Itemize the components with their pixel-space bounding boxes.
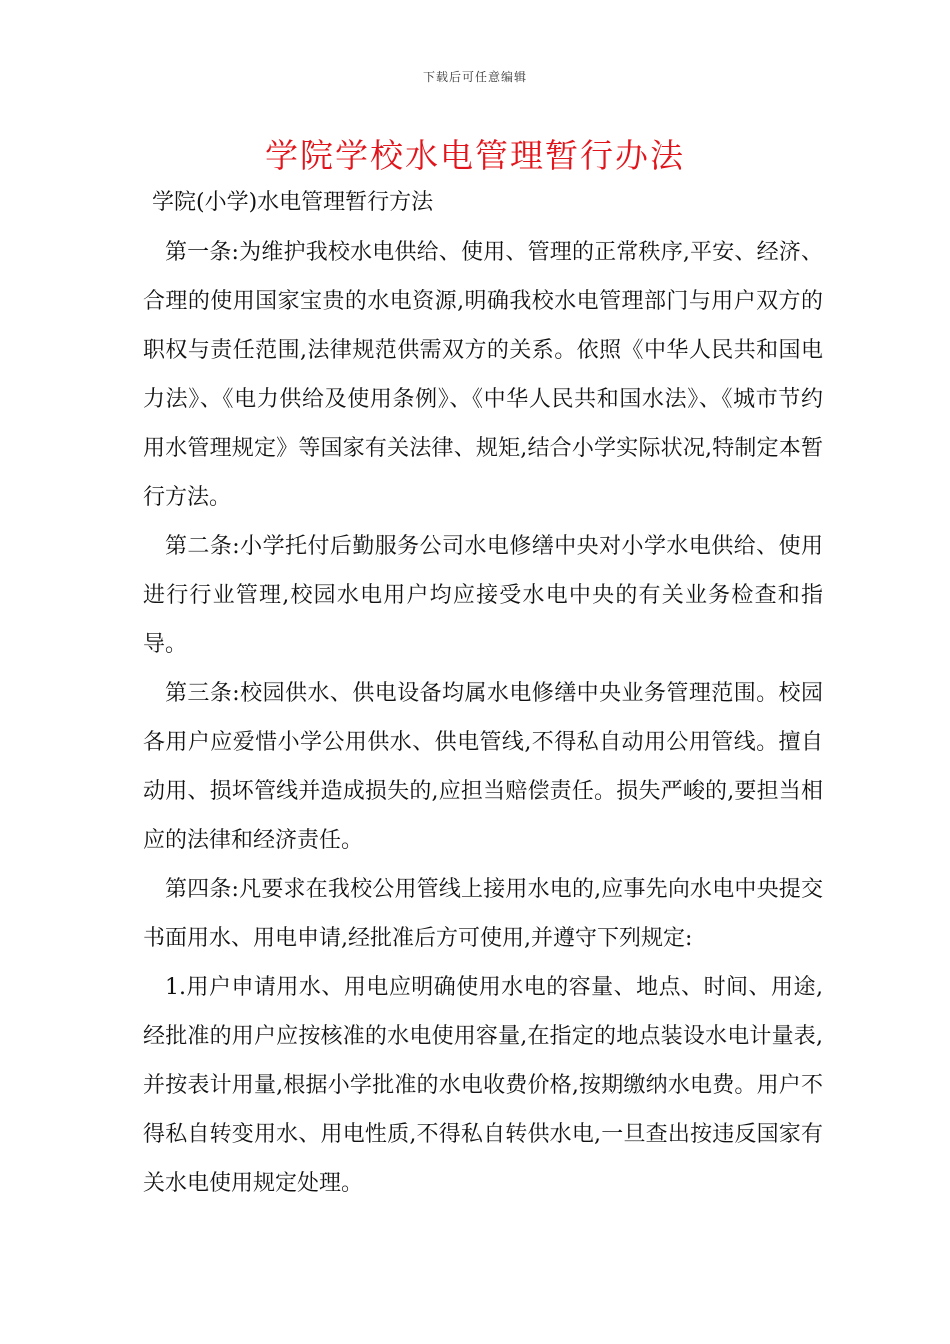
paragraph-item-1: 1.用户申请用水、用电应明确使用水电的容量、地点、时间、用途,经批准的用户应按核准的水电使用容量,在指定的地点装设水电计量表,并按表计用量,根据小学批准的水电收费价格,按期缴纳水电费。用户不得私自转变用水、用电性质,不得私自转供水电,一旦查出按违反国家有关水电使用规定处理。: [143, 975, 823, 1196]
paragraph-article-4: 第四条:凡要求在我校公用管线上接用水电的,应事先向水电中央提交书面用水、用电申请,经批准后方可使用,并遵守下列规定:: [143, 877, 823, 951]
paragraph-article-2: 第二条:小学托付后勤服务公司水电修缮中央对小学水电供给、使用进行行业管理,校园水电用户均应接受水电中央的有关业务检查和指导。: [143, 534, 823, 657]
document-body: [143, 228, 823, 1208]
document-subtitle: 学院(小学)水电管理暂行方法: [152, 190, 434, 215]
paragraph-article-1: 第一条:为维护我校水电供给、使用、管理的正常秩序,平安、经济、合理的使用国家宝贵的水电资源,明确我校水电管理部门与用户双方的职权与责任范围,法律规范供需双方的关系。依照《中华人民共和国电力法》、《电力供给及使用条例》、《中华人民共和国水法》、《城市节约用水管理规定》等国家有关法律、规矩,结合小学实际状况,特制定本暂行方法。: [143, 240, 823, 510]
document-title: 学院学校水电管理暂行办法: [265, 136, 685, 175]
paragraph-article-3: 第三条:校园供水、供电设备均属水电修缮中央业务管理范围。校园各用户应爱惜小学公用供水、供电管线,不得私自动用公用管线。擅自动用、损坏管线并造成损失的,应担当赔偿责任。损失严峻的,要担当相应的法律和经济责任。: [143, 681, 823, 853]
header-note: 下载后可任意编辑: [422, 70, 527, 84]
